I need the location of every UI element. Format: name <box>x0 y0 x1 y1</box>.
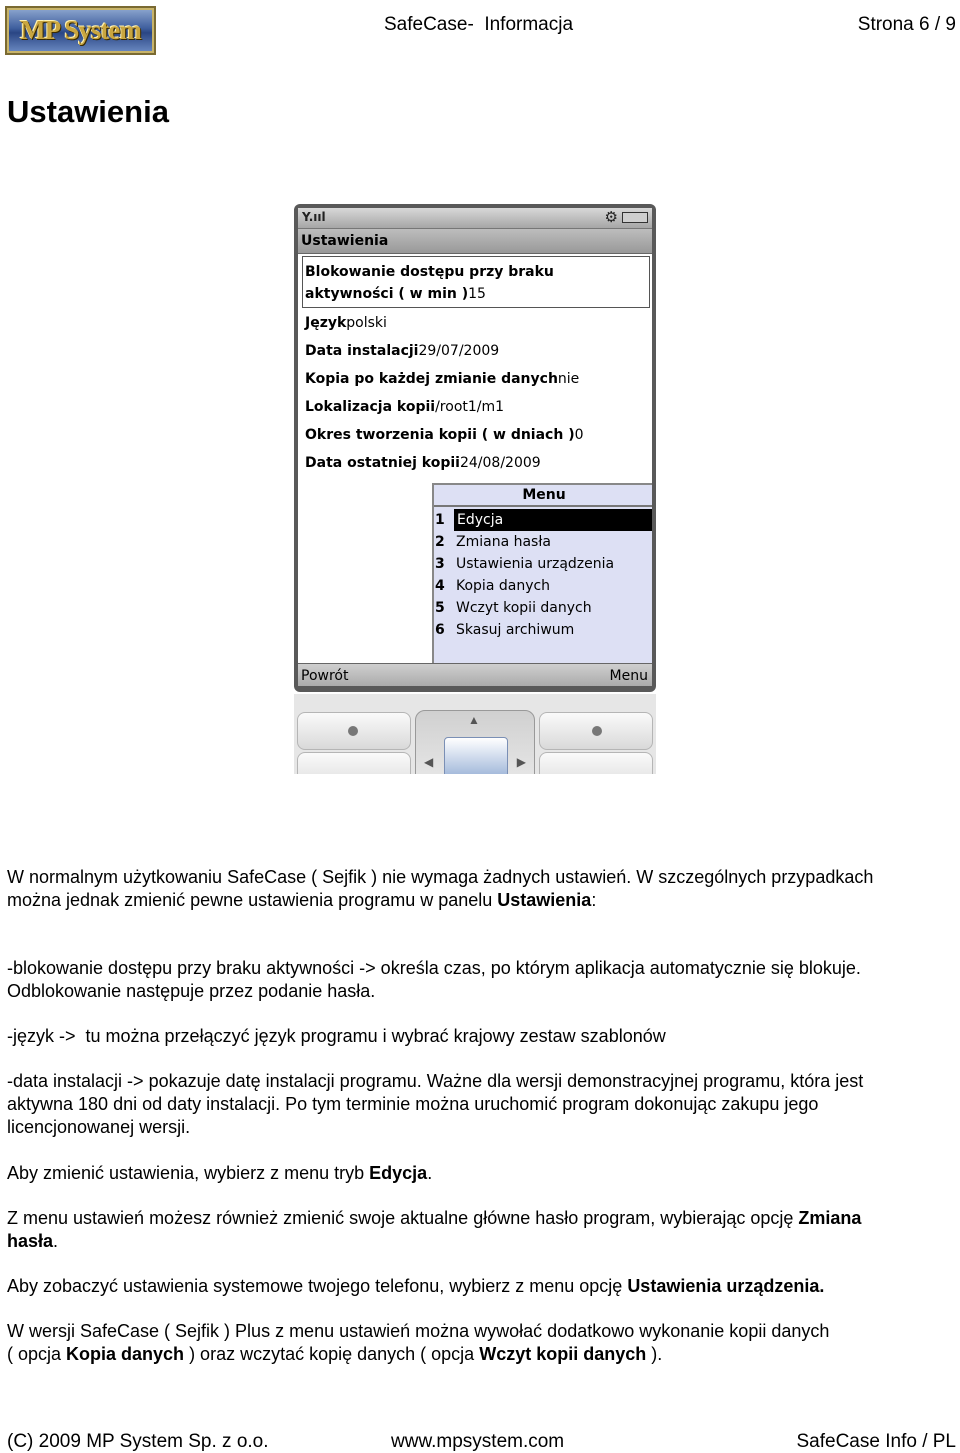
install-date-paragraph: -data instalacji -> pokazuje datę instalacji programu. Ważne dla wersji demonstracyjnej programu, która jest aktywna 180 dni od daty instalacji. Po tym terminie można uruchomić program dokonując zakupu jego licencjonowanej wersji. <box>7 1071 864 1137</box>
phone-screen-title: Ustawienia <box>301 233 389 249</box>
left-soft-key[interactable] <box>297 712 411 750</box>
options-menu <box>432 483 652 663</box>
language-paragraph: -język -> tu można przełączyć język programu i wybrać krajowy zestaw szablonów <box>7 1026 666 1046</box>
phone-screenshot <box>294 204 656 774</box>
navigation-select-key[interactable] <box>444 737 508 774</box>
left-arrow-icon: ◀ <box>424 755 434 769</box>
navigation-pad[interactable] <box>415 710 535 774</box>
setting-row[interactable]: Data instalacji29/07/2009 <box>305 343 500 359</box>
phone-screen-title-bar <box>298 229 652 254</box>
password-paragraph: Z menu ustawień możesz również zmienić swoje aktualne główne hasło program, wybierając opcję Zmiana hasła. <box>7 1208 862 1251</box>
phone-status-bar <box>298 208 652 229</box>
intro-paragraph: W normalnym użytkowaniu SafeCase ( Sejfik ) nie wymaga żadnych ustawień. W szczególnych przypadkach można jednak zmienić pewne ustawienia programu w panelu Ustawienia: <box>7 867 874 910</box>
menu-item-edycja[interactable]: 1 Edycja <box>434 509 652 531</box>
document-title: SafeCase- Informacja <box>384 14 574 35</box>
edit-paragraph: Aby zmienić ustawienia, wybierz z menu tryb Edycja. <box>7 1163 433 1183</box>
up-arrow-icon: ▲ <box>468 713 480 727</box>
dot-icon <box>348 726 358 736</box>
footer-copyright: (C) 2009 MP System Sp. z o.o. <box>7 1431 269 1452</box>
right-soft-key[interactable] <box>539 712 653 750</box>
setting-row[interactable]: Językpolski <box>305 315 387 331</box>
setting-row[interactable]: Kopia po każdej zmianie danychnie <box>305 371 580 387</box>
setting-row[interactable]: aktywności ( w min )15 <box>305 286 486 302</box>
menu-title: Menu <box>434 485 652 507</box>
plus-version-paragraph: W wersji SafeCase ( Sejfik ) Plus z menu ustawień można wywołać dodatkowo wykonanie kopii danych ( opcja Kopia danych ) oraz wczytać kopię danych ( opcja Wczyt kopii danych ). <box>7 1321 830 1364</box>
right-arrow-icon: ▶ <box>516 755 526 769</box>
dot-icon <box>592 726 602 736</box>
call-key[interactable] <box>297 752 411 774</box>
menu-item-skasuj-archiwum[interactable]: 6 Skasuj archiwum <box>435 622 575 638</box>
menu-item-wczyt-kopii-danych[interactable]: 5 Wczyt kopii danych <box>435 600 592 616</box>
softkey-back[interactable]: Powrót <box>301 668 349 684</box>
menu-item-ustawienia-urzadzenia[interactable]: 3 Ustawienia urządzenia <box>435 556 615 572</box>
device-settings-paragraph: Aby zobaczyć ustawienia systemowe twojego telefonu, wybierz z menu opcję Ustawienia urządzenia. <box>7 1276 825 1296</box>
settings-gear-icon: ⚙ <box>604 208 618 226</box>
signal-icon: Y.ııl <box>302 210 326 224</box>
menu-item-kopia-danych[interactable]: 4 Kopia danych <box>435 578 551 594</box>
setting-row[interactable]: Blokowanie dostępu przy braku <box>305 264 554 280</box>
setting-row[interactable]: Okres tworzenia kopii ( w dniach )0 <box>305 427 584 443</box>
company-logo <box>5 6 156 55</box>
footer-website[interactable]: www.mpsystem.com <box>391 1431 565 1452</box>
menu-item-zmiana-hasla[interactable]: 2 Zmiana hasła <box>435 534 551 550</box>
phone-screen <box>298 208 652 686</box>
phone-keypad <box>294 694 656 774</box>
lock-paragraph: -blokowanie dostępu przy braku aktywności -> określa czas, po którym aplikacja automatycznie się blokuje. Odblokowanie następuje przez podanie hasła. <box>7 958 861 1001</box>
setting-row[interactable]: Lokalizacja kopii/root1/m1 <box>305 399 505 415</box>
footer-doc-id: SafeCase Info / PL <box>796 1431 956 1452</box>
softkey-menu[interactable]: Menu <box>609 668 648 684</box>
softkey-bar <box>298 663 652 686</box>
setting-row[interactable]: Data ostatniej kopii24/08/2009 <box>305 455 541 471</box>
battery-icon <box>622 212 648 223</box>
page-number: Strona 6 / 9 <box>857 14 956 35</box>
clear-key[interactable] <box>539 752 653 774</box>
section-heading: Ustawienia <box>7 94 169 129</box>
logo-text: MP System <box>20 15 141 45</box>
